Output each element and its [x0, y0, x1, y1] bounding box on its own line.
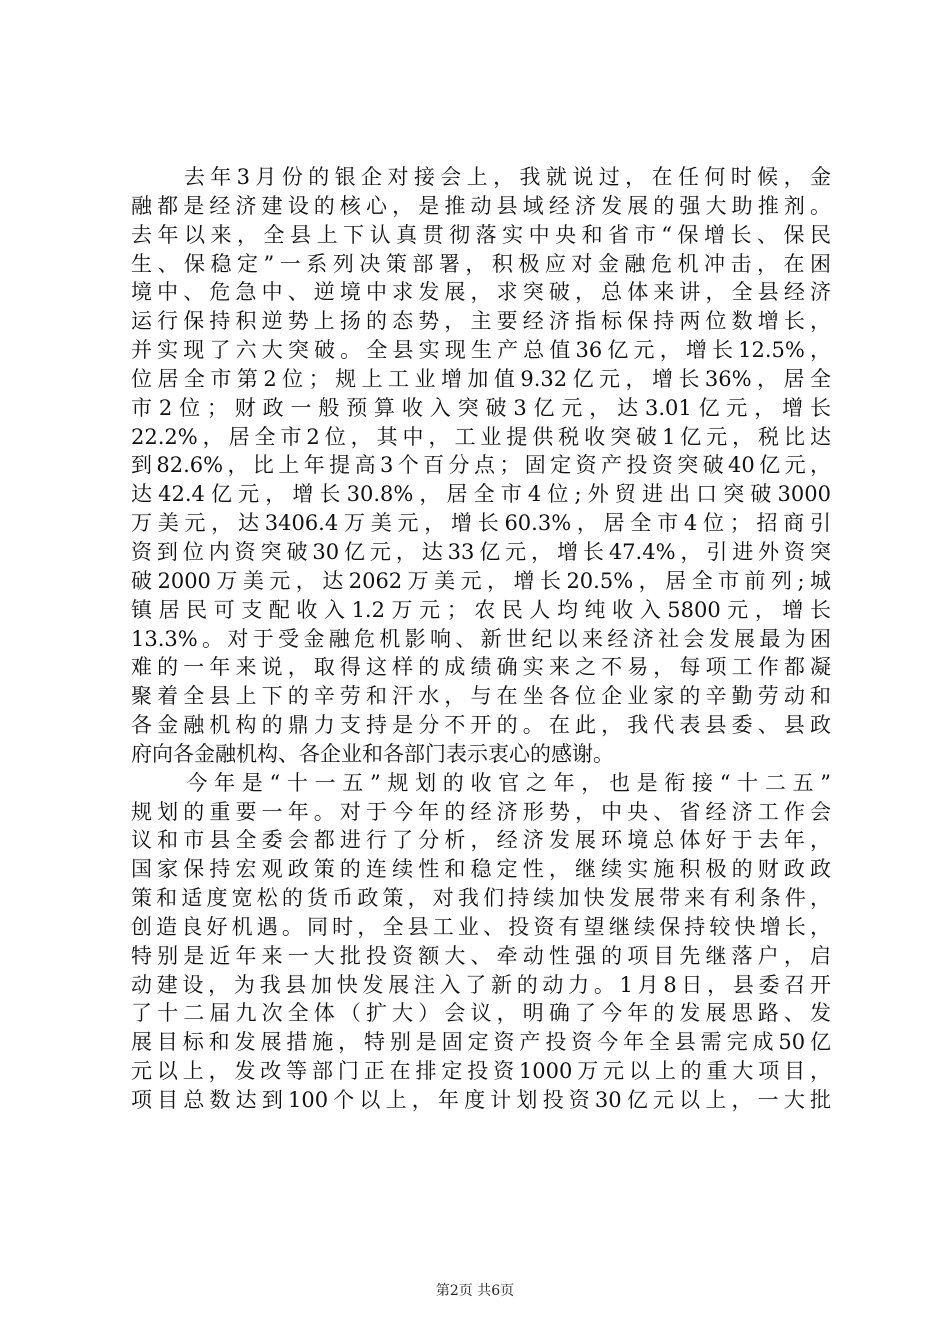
- body-text-line: 议和市县全委会都进行了分析，经济发展环境总体好于去年，: [131, 828, 831, 853]
- body-text-line: 元以上，发改等部门正在排定投资1000万元以上的重大项目，: [131, 1059, 831, 1084]
- body-text-line: 并实现了六大突破。全县实现生产总值36亿元，增长12.5%，: [131, 338, 831, 363]
- body-text-line: 22.2%，居全市2位，其中，工业提供税收突破1亿元，税比达: [131, 424, 831, 449]
- body-text-line: 达42.4亿元，增长30.8%，居全市4位;外贸进出口突破3000: [131, 482, 831, 507]
- body-text-line: 策和适度宽松的货币政策，对我们持续加快发展带来有利条件，: [131, 886, 831, 911]
- body-text-line: 位居全市第2位；规上工业增加值9.32亿元，增长36%，居全: [131, 366, 831, 391]
- body-text-line: 国家保持宏观政策的连续性和稳定性，继续实施积极的财政政: [131, 857, 831, 882]
- body-text-line: 规划的重要一年。对于今年的经济形势，中央、省经济工作会: [131, 799, 831, 824]
- page-number-footer: 第2页 共6页: [435, 1283, 515, 1299]
- body-text-line: 特别是近年来一大批投资额大、牵动性强的项目先继落户，启: [131, 943, 831, 968]
- body-text-line: 府向各金融机构、各企业和各部门表示衷心的感谢。: [131, 741, 614, 766]
- body-text-line: 资到位内资突破30亿元，达33亿元，增长47.4%，引进外资突: [131, 539, 831, 564]
- body-text-line: 项目总数达到100个以上，年度计划投资30亿元以上，一大批: [131, 1088, 831, 1112]
- body-text-line: 各金融机构的鼎力支持是分不开的。在此，我代表县委、县政: [131, 713, 831, 738]
- body-text-line: 运行保持积逆势上扬的态势，主要经济指标保持两位数增长，: [131, 309, 831, 334]
- body-text-line: 到82.6%，比上年提高3个百分点；固定资产投资突破40亿元，: [131, 453, 831, 478]
- body-text-line: 破2000万美元，达2062万美元，增长20.5%，居全市前列;城: [131, 568, 831, 593]
- body-text-line: 13.3%。对于受金融危机影响、新世纪以来经济社会发展最为困: [131, 626, 831, 651]
- body-text-line: 聚着全县上下的辛劳和汗水，与在坐各位企业家的辛勤劳动和: [131, 684, 831, 709]
- body-text-line: 去年3月份的银企对接会上，我就说过，在任何时候，金: [131, 165, 831, 189]
- body-text-line: 万美元，达3406.4万美元，增长60.3%，居全市4位；招商引: [131, 511, 831, 536]
- body-text-line: 镇居民可支配收入1.2万元；农民人均纯收入5800元，增长: [131, 597, 831, 622]
- body-text-line: 难的一年来说，取得这样的成绩确实来之不易，每项工作都凝: [131, 655, 831, 680]
- body-text-line: 今年是“十一五”规划的收官之年，也是衔接“十二五”: [131, 770, 831, 795]
- body-text-line: 了十二届九次全体（扩大）会议，明确了今年的发展思路、发: [131, 1001, 831, 1026]
- body-text-line: 市2位；财政一般预算收入突破3亿元，达3.01亿元，增长: [131, 395, 831, 420]
- body-text-line: 生、保稳定”一系列决策部署，积极应对金融危机冲击，在困: [131, 251, 831, 276]
- body-text-line: 动建设，为我县加快发展注入了新的动力。1月8日，县委召开: [131, 972, 831, 997]
- body-text-line: 去年以来，全县上下认真贯彻落实中央和省市“保增长、保民: [131, 222, 831, 247]
- body-text-line: 展目标和发展措施，特别是固定资产投资今年全县需完成50亿: [131, 1030, 831, 1055]
- body-text-line: 融都是经济建设的核心，是推动县域经济发展的强大助推剂。: [131, 193, 831, 218]
- body-text-line: 创造良好机遇。同时，全县工业、投资有望继续保持较快增长，: [131, 914, 831, 939]
- document-body: [131, 163, 831, 1115]
- body-text-line: 境中、危急中、逆境中求发展，求突破，总体来讲，全县经济: [131, 280, 831, 305]
